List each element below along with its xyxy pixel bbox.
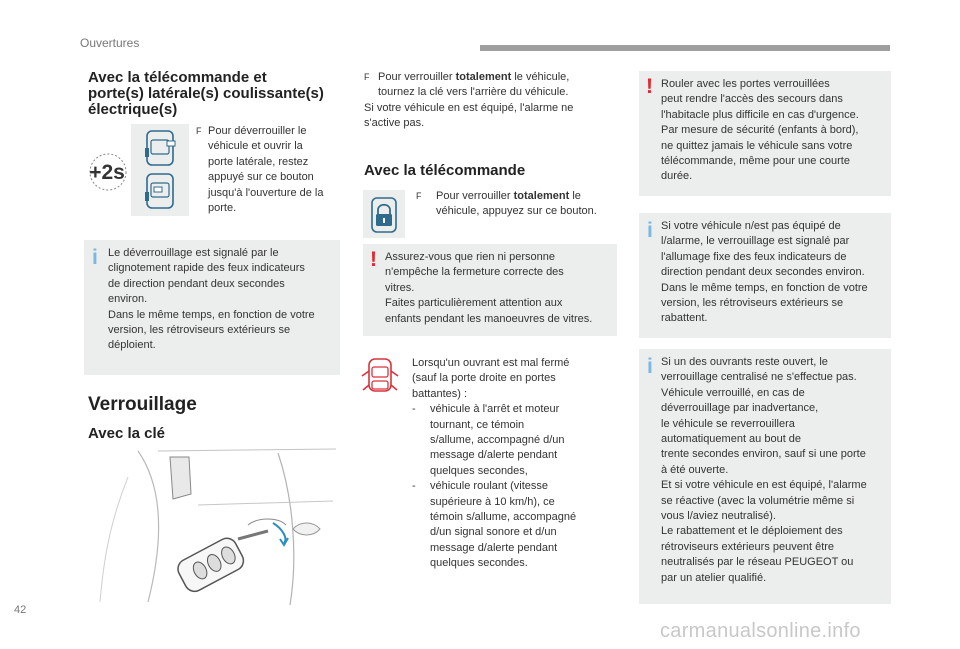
- van-open-door-warning-icon: [360, 355, 402, 399]
- section-heading-sliding-doors: Avec la télécommande et porte(s) latérale(s) coulissante(s) électrique(s): [88, 69, 324, 118]
- warning-note-windows-text: Assurez-vous que rien ni personne n'empêche la fermeture correcte des vitres. Faites particulièrement attention aux enfants pendant les manoeuvres de vitres.: [385, 251, 593, 325]
- lock-with-key-step: [364, 70, 618, 101]
- page-number: 42: [14, 604, 27, 616]
- unlock-step-text: Pour déverrouiller le véhicule et ouvrir la porte latérale, restez appuyé sur ce bouton jusqu'à l'ouverture de la porte.: [208, 125, 324, 215]
- info-icon: i: [647, 355, 653, 378]
- watermark: carmanualsonline.info: [660, 620, 861, 642]
- bullet-marker: F: [364, 72, 370, 82]
- lock-with-remote-text: Pour verrouiller totalement le véhicule, appuyez sur ce bouton.: [436, 190, 597, 218]
- warning-icon: !: [370, 248, 377, 271]
- padlock-remote-icon: [363, 190, 405, 238]
- info-note-unlock: [84, 240, 340, 375]
- bullet-marker: F: [416, 191, 422, 201]
- bullet-marker: F: [196, 126, 202, 136]
- timer-label: +2s: [89, 161, 125, 184]
- door-warning-list-item: - véhicule à l'arrêt et moteur tournant, ce témoin s/allume, accompagné d/un message d/alerte pendant quelques secondes,: [412, 402, 620, 479]
- info-note-central-locking-text: Si un des ouvrants reste ouvert, le verrouillage centralisé ne s'effectue pas. Véhicule verrouillé, en cas de déverrouillage par inadvertance, le véhicule se reverrouillera automatiquement au bout de trente secondes environ, sauf si une porte à été ouverte. Et si votre véhicule en est équipé, l'alarme se réactive (avec la volumétrie même si vous l/aviez neutralisé). Le rabattement et le déploiement des rétroviseurs extérieurs peuvent être neutralisés par le réseau PEUGEOT ou par un atelier qualifié.: [661, 356, 867, 584]
- door-warning-text: [412, 356, 620, 572]
- van-unlock-rear-icon: [131, 170, 189, 216]
- info-note-no-alarm: [639, 213, 891, 338]
- door-warning-item-text: véhicule roulant (vitesse supérieure à 10 km/h), ce témoin s/allume, accompagné d/un signal sonore et d/un message d/alerte pendant quelques secondes.: [430, 480, 577, 570]
- heading-verrouillage: Verrouillage: [88, 394, 197, 415]
- warning-icon: !: [646, 75, 653, 98]
- warning-note-emergency: [639, 71, 891, 196]
- info-icon: i: [92, 246, 98, 269]
- lock-with-key-text: Pour verrouiller totalement le véhicule, tournez la clé vers l'arrière du véhicule.: [378, 71, 570, 99]
- section-title: Ouvertures: [80, 36, 140, 50]
- padlock-tile: [363, 190, 405, 238]
- timer-icon: [86, 151, 130, 195]
- alarm-note: Si votre véhicule en est équipé, l'alarme ne s'active pas.: [364, 102, 574, 130]
- key-lock-illustration: [88, 447, 340, 607]
- heading-avec-la-telecommande: Avec la télécommande: [364, 162, 526, 179]
- header-rule: [480, 45, 890, 51]
- door-warning-list-item: - véhicule roulant (vitesse supérieure à 10 km/h), ce témoin s/allume, accompagné d/un signal sonore et d/un message d/alerte pendant quelques secondes.: [412, 479, 620, 571]
- warning-note-emergency-text: Rouler avec les portes verrouillées peut rendre l'accès des secours dans l'habitacle plus difficile en cas d'urgence. Par mesure de sécurité (enfants à bord), ne quittez jamais le véhicule sans votre télécommande, même pour une courte durée.: [661, 78, 859, 183]
- warning-note-windows: [363, 244, 617, 336]
- info-note-no-alarm-text: Si votre véhicule n/est pas équipé de l/alarme, le verrouillage est signalé par l'allumage fixe des feux indicateurs de direction pendant deux secondes environ. Dans le même temps, en fonction de votre version, les rétroviseurs extérieurs se rabattent.: [661, 220, 868, 325]
- door-warning-item-text: véhicule à l'arrêt et moteur tournant, ce témoin s/allume, accompagné d/un message d/alerte pendant quelques secondes,: [430, 403, 565, 477]
- info-note-central-locking: [639, 349, 891, 604]
- unlock-step: [196, 124, 344, 216]
- info-note-unlock-text: Le déverrouillage est signalé par le clignotement rapide des feux indicateurs de direction pendant deux secondes environ. Dans le même temps, en fonction de votre version, les rétroviseurs extérieurs se déploient.: [108, 247, 315, 352]
- heading-avec-la-cle: Avec la clé: [88, 425, 165, 442]
- info-icon: i: [647, 219, 653, 242]
- remote-buttons-tile: [131, 124, 189, 216]
- door-warning-intro: Lorsqu'un ouvrant est mal fermé (sauf la porte droite en portes battantes) :: [412, 357, 570, 400]
- lock-with-remote-step: [416, 189, 620, 220]
